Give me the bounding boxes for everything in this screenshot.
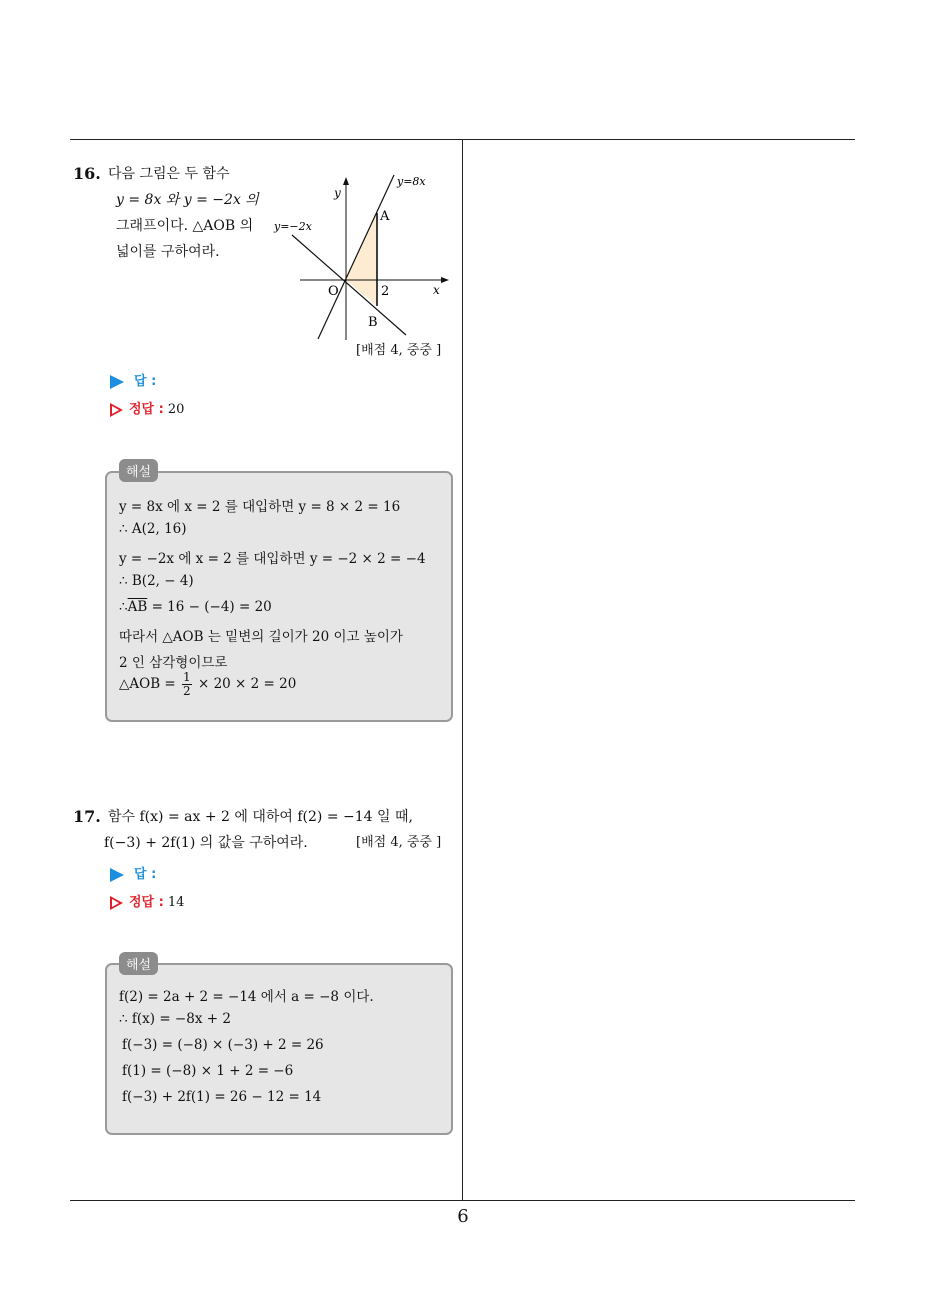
q17-expl-line-3: f(−3) = (−8) × (−3) + 2 = 26	[122, 1037, 324, 1053]
q16-expl-line-5-rest: = 16 − (−4) = 20	[151, 599, 272, 615]
q17-line-1: 함수 f(x) = ax + 2 에 대하여 f(2) = −14 일 때,	[108, 809, 413, 825]
q17-explanation-box	[105, 963, 453, 1135]
answer-arrow-icon	[110, 375, 124, 389]
bottom-rule	[70, 1200, 855, 1201]
page-number: 6	[457, 1206, 469, 1227]
q17-line-2: f(−3) + 2f(1) 의 값을 구하여라.	[104, 835, 308, 851]
triangle-aob-fill	[346, 213, 377, 306]
q16-text-line-2: y = 8x 와 y = −2x 의	[116, 192, 259, 208]
fraction-one-half	[182, 671, 192, 698]
q16-explanation-box	[105, 471, 453, 722]
q16-graph-figure	[270, 165, 460, 340]
q17-score: [배점 4, 중중 ]	[356, 835, 442, 850]
correct-outline-arrow-icon	[110, 896, 123, 910]
q16-expl-line-3: y = −2x 에 x = 2 를 대입하면 y = −2 × 2 = −4	[119, 551, 426, 567]
x-value-label: 2	[381, 284, 390, 299]
x-axis-label: x	[433, 283, 440, 297]
y-axis-label: y	[334, 186, 341, 200]
q16-score: [배점 4, 중중 ]	[356, 343, 442, 358]
q16-expl-line-1: y = 8x 에 x = 2 를 대입하면 y = 8 × 2 = 16	[119, 499, 401, 515]
q16-text-line-3: 그래프이다. △AOB 의	[116, 218, 254, 234]
q17-answer-label: 답 :	[134, 867, 157, 882]
q16-expl-line-4: ∴ B(2, − 4)	[119, 573, 194, 589]
q17-expl-line-5: f(−3) + 2f(1) = 26 − 12 = 14	[122, 1089, 322, 1105]
q16-correct-value: 20	[167, 402, 185, 417]
origin-label: O	[328, 284, 339, 299]
q16-text-line-4: 넓이를 구하여라.	[116, 244, 220, 260]
line-8x-label: y=8x	[397, 175, 426, 188]
area-formula-rhs: × 20 × 2 = 20	[197, 676, 297, 692]
q16-expl-line-5	[119, 599, 272, 615]
area-formula-lhs: △AOB =	[119, 676, 176, 692]
q16-explanation-tab: 해설	[119, 459, 158, 482]
line-neg2x-label: y=−2x	[274, 220, 312, 233]
y-axis-arrow	[343, 177, 349, 185]
q16-expl-line-7: 2 인 삼각형이므로	[119, 655, 228, 671]
q16-expl-line-8	[119, 671, 296, 698]
q17-expl-line-4: f(1) = (−8) × 1 + 2 = −6	[122, 1063, 294, 1079]
x-axis-arrow	[441, 277, 449, 283]
correct-outline-arrow-icon	[110, 403, 123, 417]
q16-answer-label: 답 :	[134, 374, 157, 389]
point-a-label: A	[380, 209, 390, 224]
question-17-number: 17.	[73, 807, 101, 826]
q16-text-line-1: 다음 그림은 두 함수	[108, 166, 230, 182]
q16-correct-row	[110, 398, 184, 417]
q16-expl-line-6: 따라서 △AOB 는 밑변의 길이가 20 이고 높이가	[119, 629, 403, 645]
column-divider	[462, 139, 463, 1201]
q16-answer-row[interactable]	[110, 370, 156, 389]
q16-expl-line-2: ∴ A(2, 16)	[119, 521, 187, 537]
fraction-denominator: 2	[183, 684, 191, 698]
question-16-number: 16.	[73, 164, 101, 183]
point-b-label: B	[368, 315, 378, 330]
q17-correct-row	[110, 891, 184, 910]
q17-expl-line-2: ∴ f(x) = −8x + 2	[119, 1011, 231, 1027]
q17-answer-row[interactable]	[110, 863, 156, 882]
segment-ab-overline: $\overline{AB}$	[127, 599, 148, 615]
q17-correct-label: 정답 :	[129, 895, 164, 910]
answer-arrow-icon	[110, 868, 124, 882]
therefore-symbol: ∴	[119, 599, 128, 615]
q17-expl-line-1: f(2) = 2a + 2 = −14 에서 a = −8 이다.	[119, 989, 374, 1005]
q16-correct-label: 정답 :	[129, 402, 164, 417]
fraction-numerator: 1	[183, 670, 191, 684]
q17-correct-value: 14	[167, 895, 185, 910]
q17-explanation-tab: 해설	[119, 952, 158, 975]
